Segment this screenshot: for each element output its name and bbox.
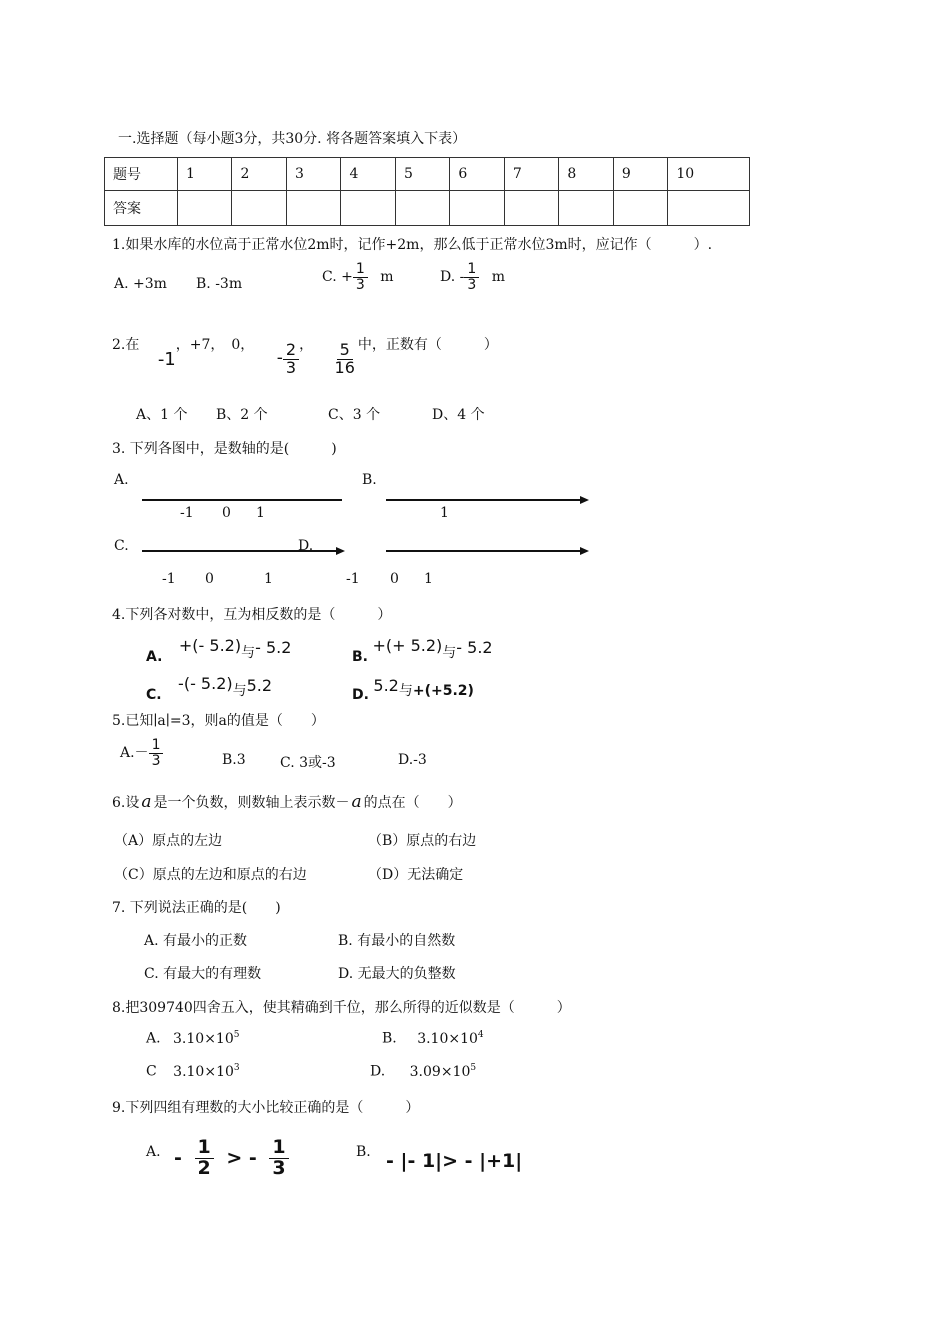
q9-stem: 9.下列四组有理数的大小比较正确的是（ ） (112, 1100, 420, 1116)
q2-values: ，+7， 0， (175, 337, 255, 353)
fraction-numerator: 5 (337, 342, 353, 360)
q2-stem (112, 334, 498, 377)
table-header-number: 题号 (105, 158, 178, 191)
q3-label-c: C. (114, 538, 129, 554)
answer-cell[interactable] (232, 191, 286, 226)
fraction-denominator: 3 (151, 752, 161, 769)
q3-c-tick-label: 1 (264, 571, 273, 587)
table-header-answer: 答案 (105, 191, 178, 226)
q9-label-b: B. (356, 1144, 371, 1160)
q3-d-tick-label: 0 (390, 571, 399, 587)
q3-d-tick-label: -1 (346, 571, 360, 587)
section-title: 一.选择题（每小题3分，共30分. 将各题答案填入下表） (118, 131, 467, 147)
q6-variable-a: a (351, 792, 362, 812)
q6-mid: 是一个负数，则数轴上表示数－ (153, 795, 350, 811)
q1-c-prefix: C. + (322, 269, 353, 286)
q8-d-base: 3.09×10 (409, 1063, 471, 1080)
q8-c-exponent: 3 (233, 1063, 240, 1073)
q8-c-base: 3.10×10 (173, 1063, 234, 1080)
q8-option-c (146, 1063, 240, 1080)
q9-option-b-expr: - |- 1|> - |+1| (386, 1150, 523, 1172)
arrow-right-icon (580, 496, 589, 504)
q6-stem (112, 792, 462, 812)
q3-c-tick-label: 0 (205, 571, 214, 587)
q7-option-b: B. 有最小的自然数 (338, 933, 456, 949)
q8-option-a (146, 1030, 239, 1047)
q8-a-label: A. (146, 1030, 161, 1047)
arrow-right-icon (336, 547, 345, 555)
q2-option-a: A、1 个 (136, 407, 188, 423)
table-cell: 8 (559, 158, 613, 191)
q6-option-b: （B）原点的右边 (368, 833, 477, 849)
table-cell: 10 (668, 158, 750, 191)
table-cell: 7 (504, 158, 558, 191)
q6-variable-a: a (141, 792, 152, 812)
q8-d-exponent: 5 (470, 1063, 477, 1073)
q1-option-c (322, 262, 394, 292)
q8-option-d (370, 1063, 476, 1080)
q6-option-a: （A）原点的左边 (114, 833, 223, 849)
q9-a-greater: > - (226, 1146, 257, 1169)
q9-a-fraction-1-3 (269, 1138, 288, 1179)
fraction-numerator: 1 (353, 262, 368, 278)
fraction-denominator: 3 (285, 357, 297, 377)
q4-c-label: C. (146, 687, 162, 703)
table-row (105, 158, 750, 191)
q5-stem: 5.已知∣a∣=3，则a的值是（ ） (112, 713, 325, 729)
answer-cell[interactable] (286, 191, 340, 226)
q1-option-a: A. +3m (114, 276, 167, 292)
q4-a-label: A. (146, 649, 163, 665)
q4-b-yu: 与 (442, 645, 457, 661)
q1-d-fraction (464, 262, 479, 292)
q8-stem: 8.把309740四舍五入，使其精确到千位，那么所得的近似数是（ ） (112, 1000, 571, 1016)
table-row (105, 191, 750, 226)
q4-stem: 4.下列各对数中，互为相反数的是（ ） (112, 607, 392, 623)
answer-cell[interactable] (504, 191, 558, 226)
q3-axis-a (142, 499, 342, 501)
q9-option-a-expr (174, 1138, 289, 1179)
q2-comma: ， (299, 337, 314, 353)
q2-tail: 中，正数有（ ） (357, 337, 498, 353)
q8-option-b (382, 1030, 484, 1047)
fraction-denominator: 16 (334, 357, 355, 377)
q9-a-neg: - (174, 1146, 182, 1169)
q6-tail: 的点在（ ） (363, 795, 462, 811)
q2-neg-sign: - (276, 348, 283, 369)
q7-stem: 7. 下列说法正确的是( ) (112, 900, 281, 916)
q3-label-a: A. (114, 472, 129, 488)
q1-d-unit: m (491, 269, 506, 286)
table-cell: 6 (450, 158, 504, 191)
q5-option-c: C. 3或-3 (280, 755, 336, 771)
q4-b-expr: +(+ 5.2) (372, 636, 443, 655)
q8-b-exponent: 4 (477, 1030, 484, 1040)
q4-d-rhs: +(+5.2) (412, 683, 474, 699)
q2-fraction-5-16 (332, 342, 358, 377)
q2-option-b: B、2 个 (216, 407, 268, 423)
q5-option-d: D.-3 (398, 752, 427, 768)
q3-b-tick-label: 1 (440, 505, 449, 521)
q1-stem: 1.如果水库的水位高于正常水位2m时，记作+2m，那么低于正常水位3m时，应记作（ ）. (112, 237, 713, 253)
fraction-numerator: 1 (269, 1138, 288, 1159)
q4-a-rhs: - 5.2 (255, 638, 292, 657)
table-cell: 2 (232, 158, 286, 191)
q2-fraction-2-3 (283, 342, 299, 377)
q4-b-label: B. (352, 649, 368, 665)
q4-d-label: D. (352, 687, 369, 703)
q4-a-yu: 与 (241, 645, 256, 661)
q4-c-expr: -(- 5.2) (178, 674, 233, 693)
arrow-right-icon (580, 547, 589, 555)
q6-option-c: （C）原点的左边和原点的右边 (114, 867, 307, 883)
q4-option-d (352, 676, 474, 703)
fraction-numerator: 2 (283, 342, 299, 360)
q1-option-d (440, 262, 505, 292)
q3-d-tick-label: 1 (424, 571, 433, 587)
answer-table (104, 157, 750, 226)
answer-cell[interactable] (668, 191, 750, 226)
fraction-denominator: 3 (467, 276, 477, 293)
q2-option-d: D、4 个 (432, 407, 485, 423)
fraction-denominator: 3 (272, 1156, 286, 1179)
fraction-numerator: 1 (149, 738, 164, 754)
q4-b-rhs: - 5.2 (456, 638, 493, 657)
q5-option-a (120, 738, 163, 768)
q4-c-yu: 与 (232, 683, 247, 699)
q1-option-b: B. -3m (196, 276, 243, 292)
q3-a-tick-label: 1 (256, 505, 265, 521)
q3-label-b: B. (362, 472, 377, 488)
fraction-numerator: 1 (195, 1138, 214, 1159)
q4-c-rhs: 5.2 (246, 676, 273, 695)
q4-option-b (352, 636, 493, 665)
q5-option-b: B.3 (222, 752, 246, 768)
q4-d-expr: 5.2 (373, 676, 399, 695)
fraction-numerator: 1 (464, 262, 479, 278)
q7-option-d: D. 无最大的负整数 (338, 966, 456, 982)
q1-d-prefix: D. - (440, 269, 465, 286)
q5-a-prefix: A.－ (120, 745, 149, 762)
q4-d-yu: 与 (398, 683, 413, 699)
q5-a-fraction (149, 738, 164, 768)
q7-option-a: A. 有最小的正数 (144, 933, 248, 949)
answer-cell[interactable] (178, 191, 232, 226)
q2-option-c: C、3 个 (328, 407, 381, 423)
answer-cell[interactable] (341, 191, 395, 226)
answer-cell[interactable] (559, 191, 613, 226)
q3-a-tick-label: -1 (180, 505, 194, 521)
q3-axis-b (386, 499, 580, 501)
answer-cell[interactable] (395, 191, 449, 226)
q1-c-fraction (353, 262, 368, 292)
q8-a-exponent: 5 (233, 1030, 240, 1040)
q2-value-neg1: -1 (157, 349, 176, 371)
q6-lead: 6.设 (112, 795, 140, 811)
answer-cell[interactable] (613, 191, 667, 226)
q4-option-c (146, 674, 273, 703)
q3-stem: 3. 下列各图中，是数轴的是( ) (112, 441, 337, 457)
table-cell: 3 (286, 158, 340, 191)
q8-d-label: D. (370, 1063, 386, 1080)
q2-lead: 2.在 (112, 337, 140, 353)
table-cell: 9 (613, 158, 667, 191)
q3-axis-d (386, 550, 580, 552)
q8-a-base: 3.10×10 (173, 1030, 234, 1047)
q8-b-label: B. (382, 1030, 397, 1047)
fraction-denominator: 3 (355, 276, 365, 293)
q4-a-expr: +(- 5.2) (178, 636, 242, 655)
q1-c-unit: m (380, 269, 394, 286)
q9-label-a: A. (146, 1144, 161, 1160)
table-cell: 1 (178, 158, 232, 191)
q3-label-d: D. (298, 538, 314, 554)
q3-c-tick-label: -1 (162, 571, 176, 587)
q3-a-tick-label: 0 (222, 505, 231, 521)
q4-option-a (146, 636, 292, 665)
q8-b-base: 3.10×10 (417, 1030, 478, 1047)
q9-a-fraction-1-2 (195, 1138, 214, 1179)
q6-option-d: （D）无法确定 (368, 867, 464, 883)
answer-cell[interactable] (450, 191, 504, 226)
fraction-denominator: 2 (197, 1156, 211, 1179)
table-cell: 5 (395, 158, 449, 191)
table-cell: 4 (341, 158, 395, 191)
q8-c-label: C (146, 1063, 157, 1080)
q7-option-c: C. 有最大的有理数 (144, 966, 262, 982)
